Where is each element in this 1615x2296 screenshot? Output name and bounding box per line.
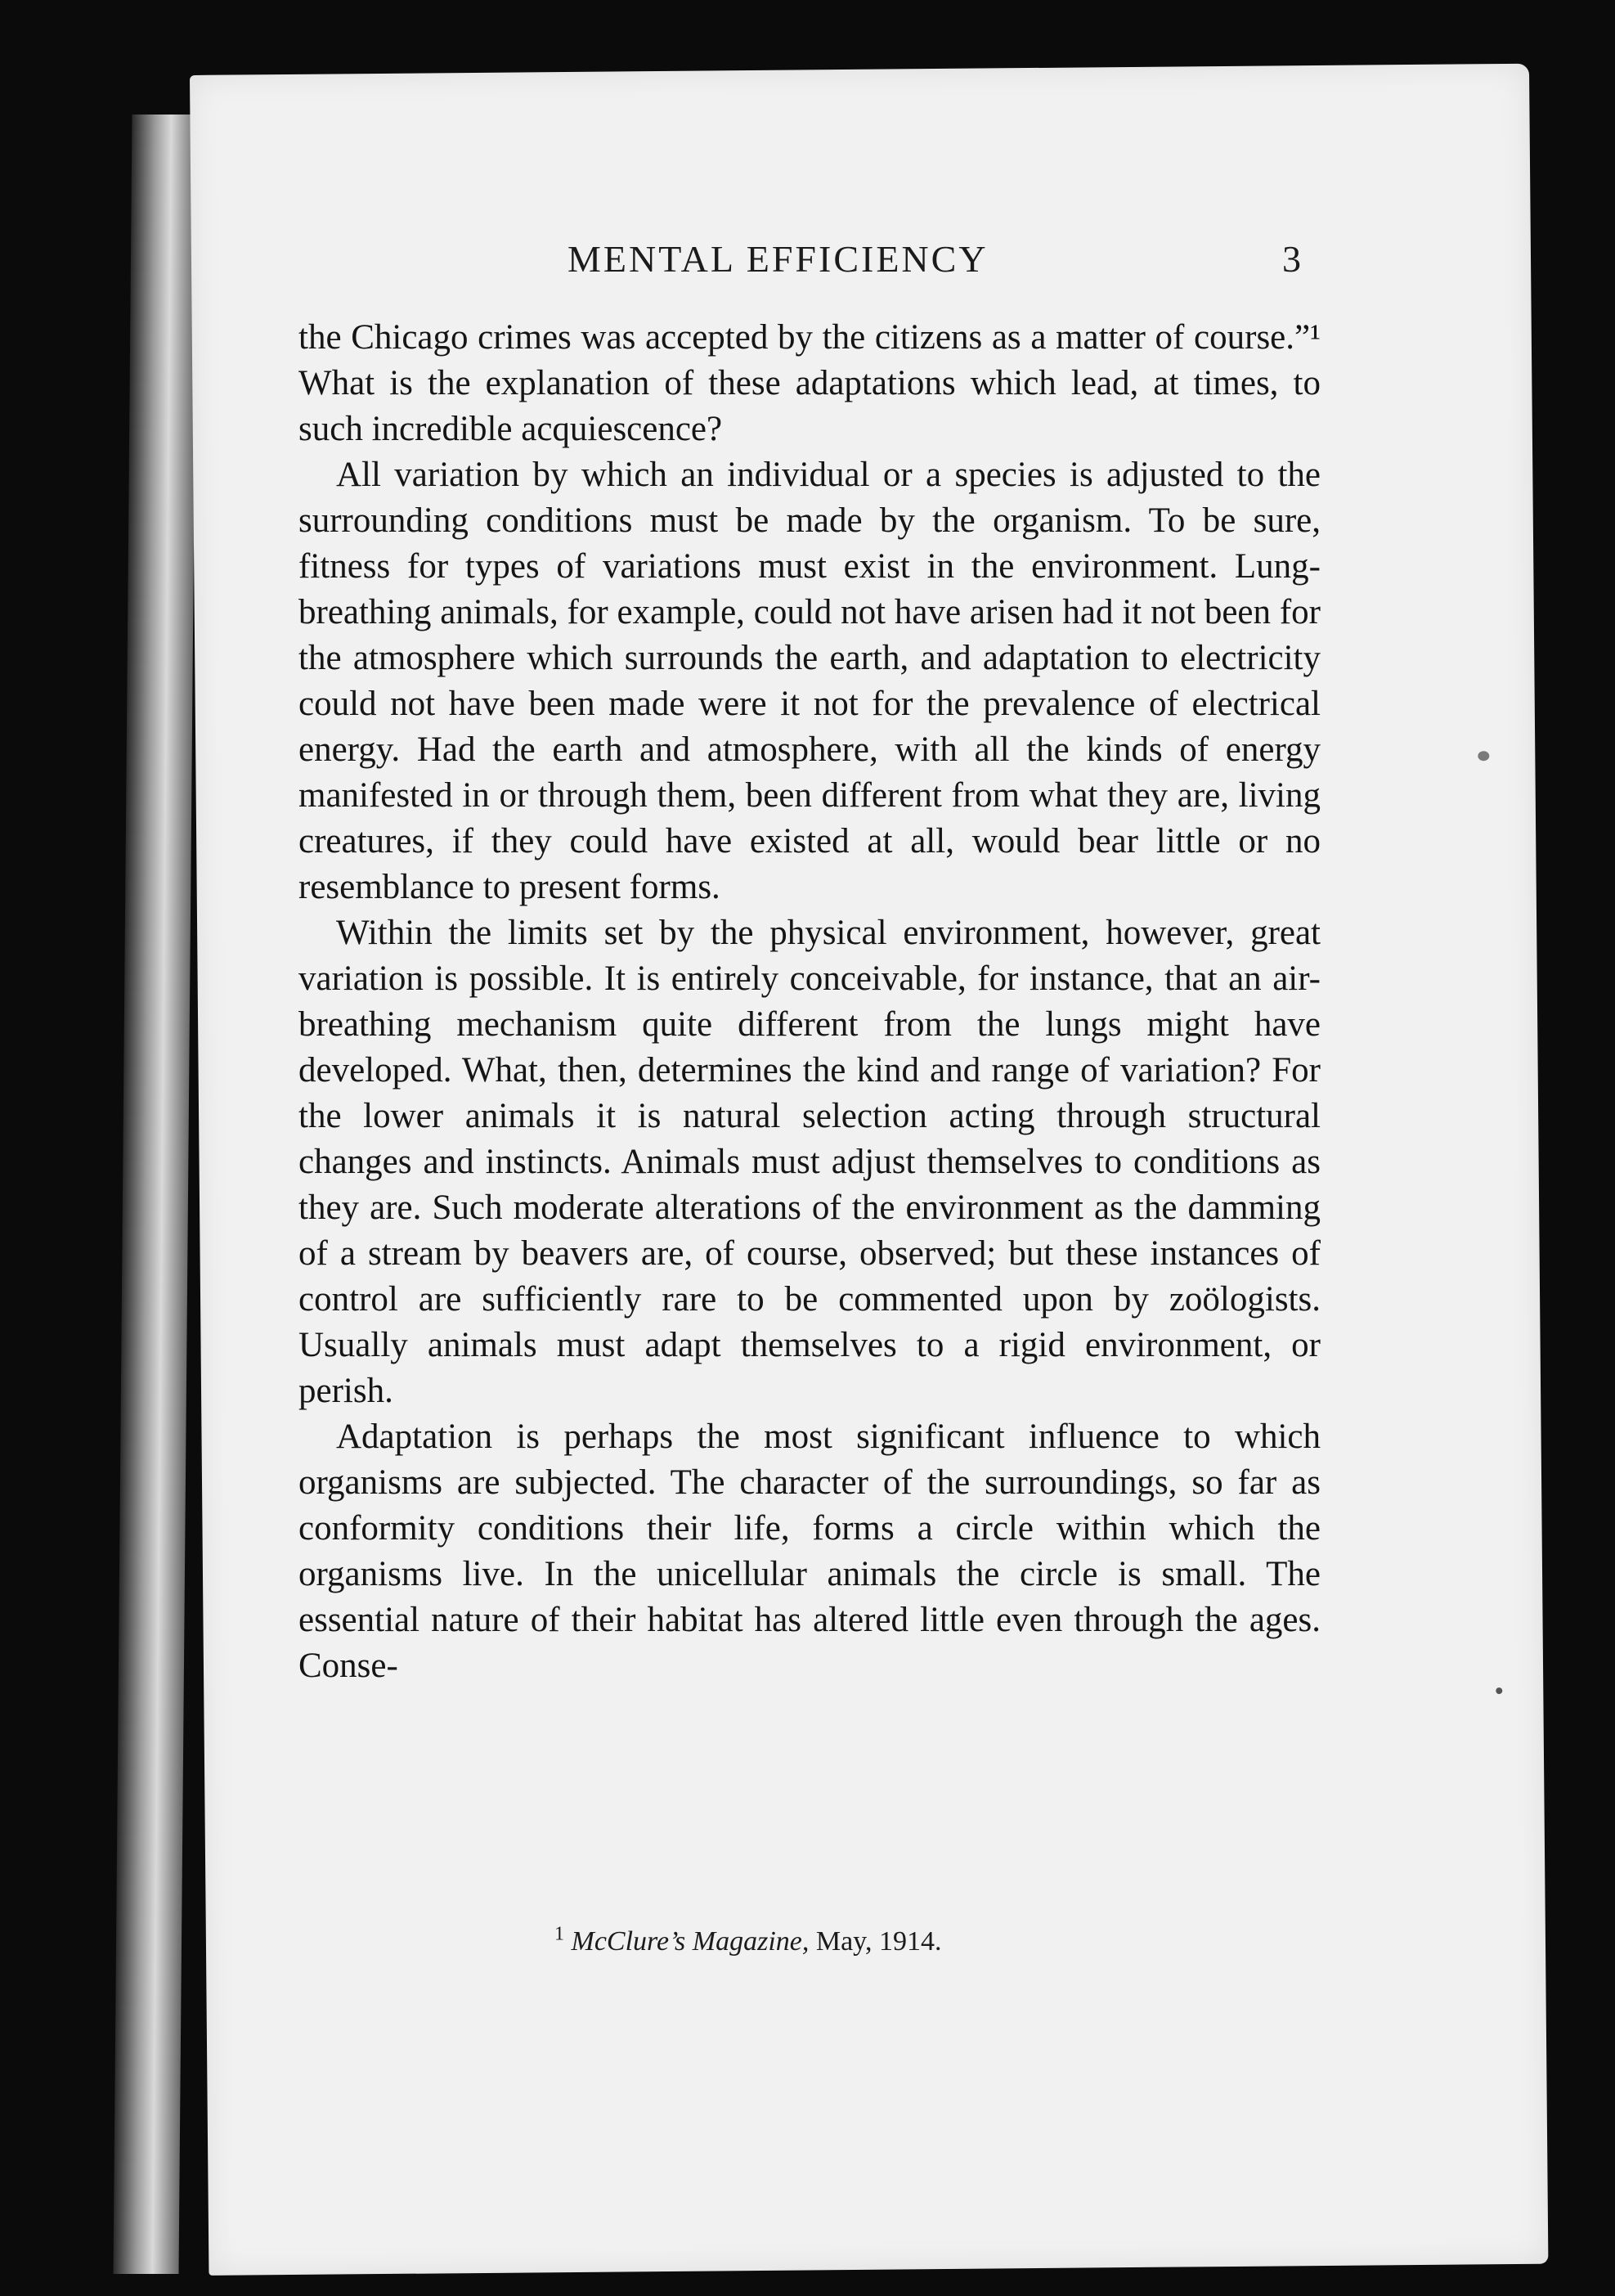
- paper-speck: [1478, 751, 1489, 761]
- paragraph: Adaptation is perhaps the most significant influence to which organisms are subjected. The character of the surroundings, so far as conformity conditions their life, forms a circle within which the organisms live. In the unicellular animals the circle is small. The essential nature of their habitat has altered little even through the ages. Conse-: [298, 1418, 1321, 1685]
- book-binding: [113, 115, 197, 2274]
- footnote-date: May, 1914.: [815, 1926, 942, 1957]
- paragraph: the Chicago crimes was accepted by the citizens as a matter of course.”¹ What is the explanation of these adaptations which lead, at times, to such incredible acquiescence?: [298, 318, 1321, 448]
- body-text: [298, 315, 1321, 1689]
- footnote: [554, 1923, 1127, 1957]
- footnote-source: McClure’s Magazine,: [571, 1926, 810, 1957]
- running-title: MENTAL EFFICIENCY: [567, 238, 989, 280]
- running-header: [375, 237, 1303, 286]
- footnote-marker: 1: [554, 1923, 564, 1945]
- paragraph: All variation by which an individual or a species is adjusted to the surrounding conditions must be made by the organism. To be sure, fitness for types of variations must exist in the environment. Lung-breathing animals, for example, could not have arisen had it not been for the atmosphere which surrounds the earth, and adaptation to electricity could not have been made were it not for the prevalence of electrical energy. Had the earth and atmosphere, with all the kinds of energy manifested in or through them, been different from what they are, living creatures, if they could have existed at all, would bear little or no resemblance to present forms.: [298, 456, 1321, 906]
- paragraph: Within the limits set by the physical environment, however, great variation is possible. It is entirely conceivable, for instance, that an air-breathing mechanism quite different from the lungs might have developed. What, then, determines the kind and range of variation? For the lower animals it is natural selection acting through structural changes and instincts. Animals must adjust themselves to conditions as they are. Such moderate alterations of the environment as the damming of a stream by beavers are, of course, observed; but these instances of control are sufficiently rare to be commented upon by zoölogists. Usually animals must adapt themselves to a rigid environment, or perish.: [298, 914, 1321, 1410]
- paper-speck: [1496, 1687, 1502, 1694]
- page-number: 3: [1282, 238, 1303, 280]
